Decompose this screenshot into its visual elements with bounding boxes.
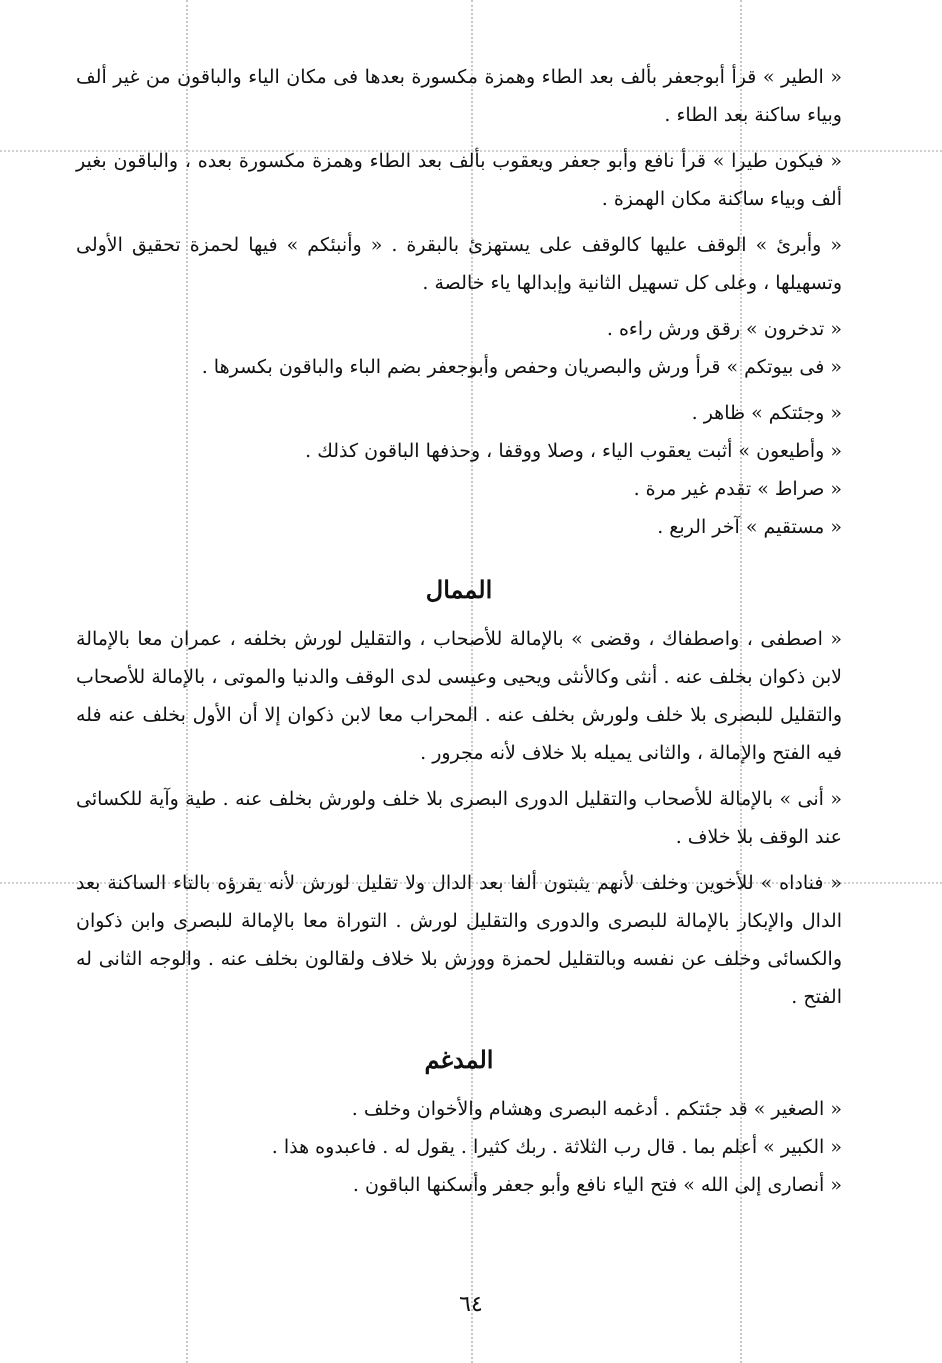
section-heading-mumal: الممال bbox=[425, 575, 493, 604]
paragraph-fayakun-tayran: « فيكون طيرا » قرأ نافع وأبو جعفر ويعقوب بألف بعد الطاء وهمزة مكسورة بعده ، والباقون بغير ألف وبياء ساكنة مكان الهمزة . bbox=[76, 150, 842, 210]
mumal-section bbox=[76, 568, 842, 1016]
paragraph-istafa: « اصطفى ، واصطفاك ، وقضى » بالإمالة للأصحاب ، والتقليل لورش بخلفه ، عمران معا بالإمالة لابن ذكوان بخلف عنه . أنثى وكالأنثى ويحيى وعيسى لدى الوقف والدنيا والموتى ، بالإمالة للأصحاب والتقليل للبصرى بلا خلف ولورش بخلف عنه . المحراب معا لابن ذكوان إلا أن الأول بخلف عنه فله فيه الفتح والإمالة ، والثانى يميله بلا خلاف لأنه مجرور . bbox=[76, 628, 842, 764]
paragraph-ansari: « أنصارى إلى الله » فتح الياء نافع وأبو جعفر وأسكنها الباقون . bbox=[352, 1174, 842, 1196]
paragraph-sirat: « صراط » تقدم غير مرة . bbox=[633, 478, 842, 500]
commentary-section bbox=[76, 58, 842, 546]
paragraph-al-tayr: « الطير » قرأ أبوجعفر بألف بعد الطاء وهمزة مكسورة بعدها فى مكان الياء والباقون من غير ألف وبياء ساكنة بعد الطاء . bbox=[76, 66, 842, 126]
page-body bbox=[76, 58, 842, 1204]
paragraph-wa-jitukum: « وجئتكم » ظاهر . bbox=[691, 402, 842, 424]
paragraph-mustaqim: « مستقيم » آخر الربع . bbox=[657, 516, 842, 538]
paragraph-kabir: « الكبير » أعلم بما . قال رب الثلاثة . ربك كثيرا . يقول له . فاعبدوه هذا . bbox=[271, 1136, 842, 1158]
paragraph-fi-buyutikum: « فى بيوتكم » قرأ ورش والبصريان وحفص وأبوجعفر بضم الباء والباقون بكسرها . bbox=[201, 356, 842, 378]
section-heading-mudgham: المدغم bbox=[424, 1045, 494, 1074]
paragraph-saghir: « الصغير » قد جئتكم . أدغمه البصرى وهشام والأخوان وخلف . bbox=[351, 1098, 842, 1120]
mudgham-section bbox=[76, 1038, 842, 1204]
paragraph-anna: « أنى » بالإمالة للأصحاب والتقليل الدورى البصرى بلا خلف ولورش بخلف عنه . طية وآية للكسائى عند الوقف بلا خلاف . bbox=[76, 788, 842, 848]
paragraph-wa-atiun: « وأطيعون » أثبت يعقوب الياء ، وصلا ووقفا ، وحذفها الباقون كذلك . bbox=[305, 440, 842, 462]
paragraph-wa-ubri: « وأبرئ » الوقف عليها كالوقف على يستهزئ بالبقرة . « وأنبئكم » فيها لحمزة تحقيق الأولى وتسهيلها ، وعلى كل تسهيل الثانية وإبدالها ياء خالصة . bbox=[76, 234, 842, 294]
paragraph-fanadathu: « فناداه » للأخوين وخلف لأنهم يثبتون ألفا بعد الدال ولا تقليل لورش لأنه يقرؤه بالتاء الساكنة بعد الدال والإبكار بالإمالة للبصرى والدورى والتقليل لورش . التوراة معا بالإمالة للبصرى وابن ذكوان والكسائى وخلف عن نفسه وبالتقليل لحمزة وورش بلا خلاف ولقالون بخلف عنه . والوجه الثانى له الفتح . bbox=[76, 872, 842, 1008]
page-number: ٦٤ bbox=[459, 1292, 483, 1317]
paragraph-taddakhirun: « تدخرون » رقق ورش راءه . bbox=[606, 318, 842, 340]
